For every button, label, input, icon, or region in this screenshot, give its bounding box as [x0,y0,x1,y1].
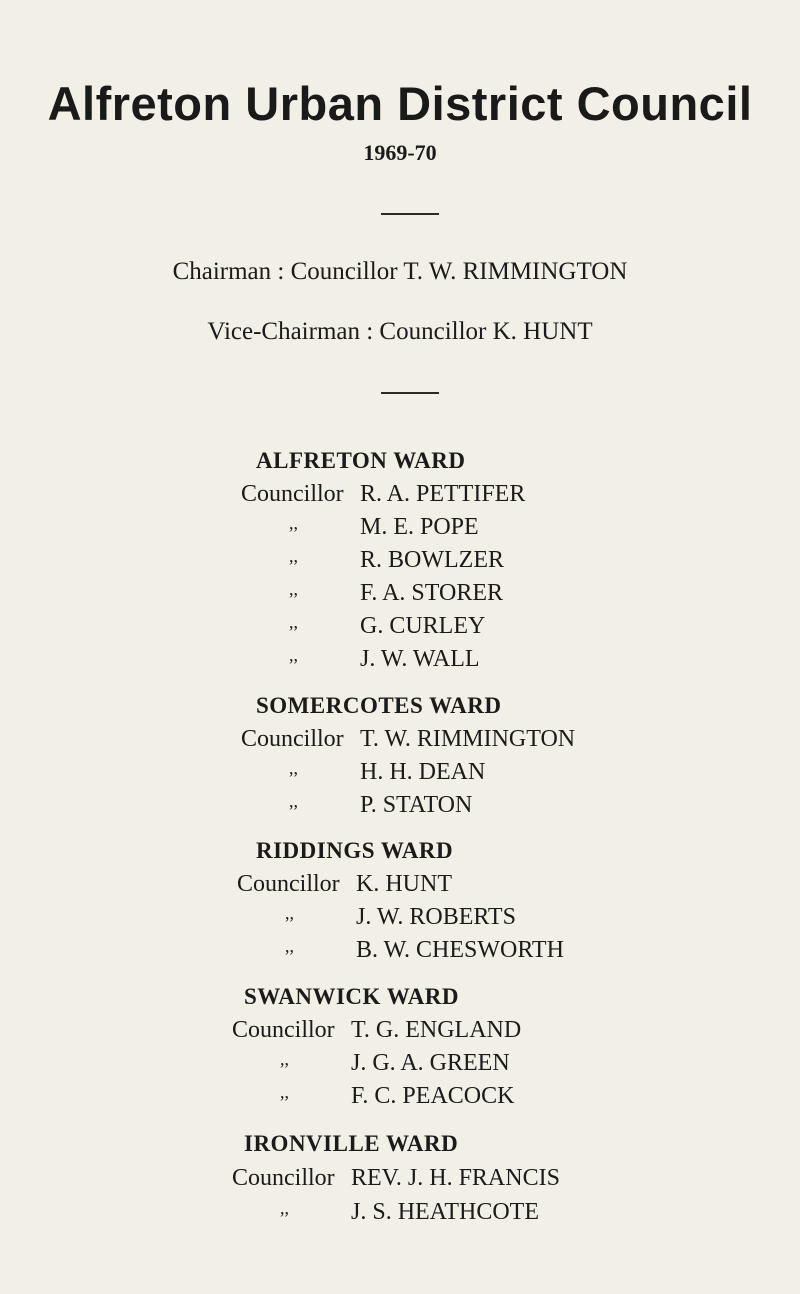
member-name: T. G. ENGLAND [351,1017,522,1043]
member-name: F. A. STORER [360,580,504,606]
member-name: J. W. WALL [360,646,480,672]
member-name: REV. J. H. FRANCIS [351,1165,560,1191]
divider-middle [381,392,439,394]
ward-title-alfreton: ALFRETON WARD [256,448,466,473]
member-name: H. H. DEAN [360,759,486,785]
member-name: G. CURLEY [360,613,486,639]
ward-title-swanwick: SWANWICK WARD [244,984,460,1009]
chairman-line: Chairman : Councillor T. W. RIMMINGTON [172,258,628,285]
ditto-mark: ,, [289,546,298,566]
ditto-mark: ,, [289,645,298,665]
member-name: P. STATON [360,792,473,818]
councillor-label: Councillor [241,481,344,507]
ditto-mark: ,, [285,936,294,956]
ditto-mark: ,, [280,1082,289,1102]
ward-title-somercotes: SOMERCOTES WARD [256,693,502,718]
ditto-mark: ,, [280,1198,289,1218]
councillor-label: Councillor [237,871,340,897]
councillor-label: Councillor [232,1165,335,1191]
member-name: R. BOWLZER [360,547,504,573]
member-name: J. W. ROBERTS [356,904,516,930]
ward-title-riddings: RIDDINGS WARD [256,838,454,863]
ditto-mark: ,, [289,612,298,632]
member-name: R. A. PETTIFER [360,481,526,507]
member-name: K. HUNT [356,871,452,897]
member-name: T. W. RIMMINGTON [360,726,576,752]
vice-chairman-line: Vice-Chairman : Councillor K. HUNT [207,318,593,345]
council-year: 1969-70 [363,140,437,165]
ward-title-ironville: IRONVILLE WARD [244,1131,459,1156]
member-name: J. S. HEATHCOTE [351,1199,540,1225]
ditto-mark: ,, [280,1049,289,1069]
councillor-label: Councillor [241,726,344,752]
ditto-mark: ,, [289,579,298,599]
page-title: Alfreton Urban District Council [47,77,753,130]
member-name: F. C. PEACOCK [351,1083,515,1109]
member-name: M. E. POPE [360,514,479,540]
member-name: J. G. A. GREEN [351,1050,510,1076]
ditto-mark: ,, [285,903,294,923]
councillor-label: Councillor [232,1017,335,1043]
ditto-mark: ,, [289,513,298,533]
ditto-mark: ,, [289,758,298,778]
ditto-mark: ,, [289,791,298,811]
member-name: B. W. CHESWORTH [356,937,564,963]
divider-top [381,213,439,215]
